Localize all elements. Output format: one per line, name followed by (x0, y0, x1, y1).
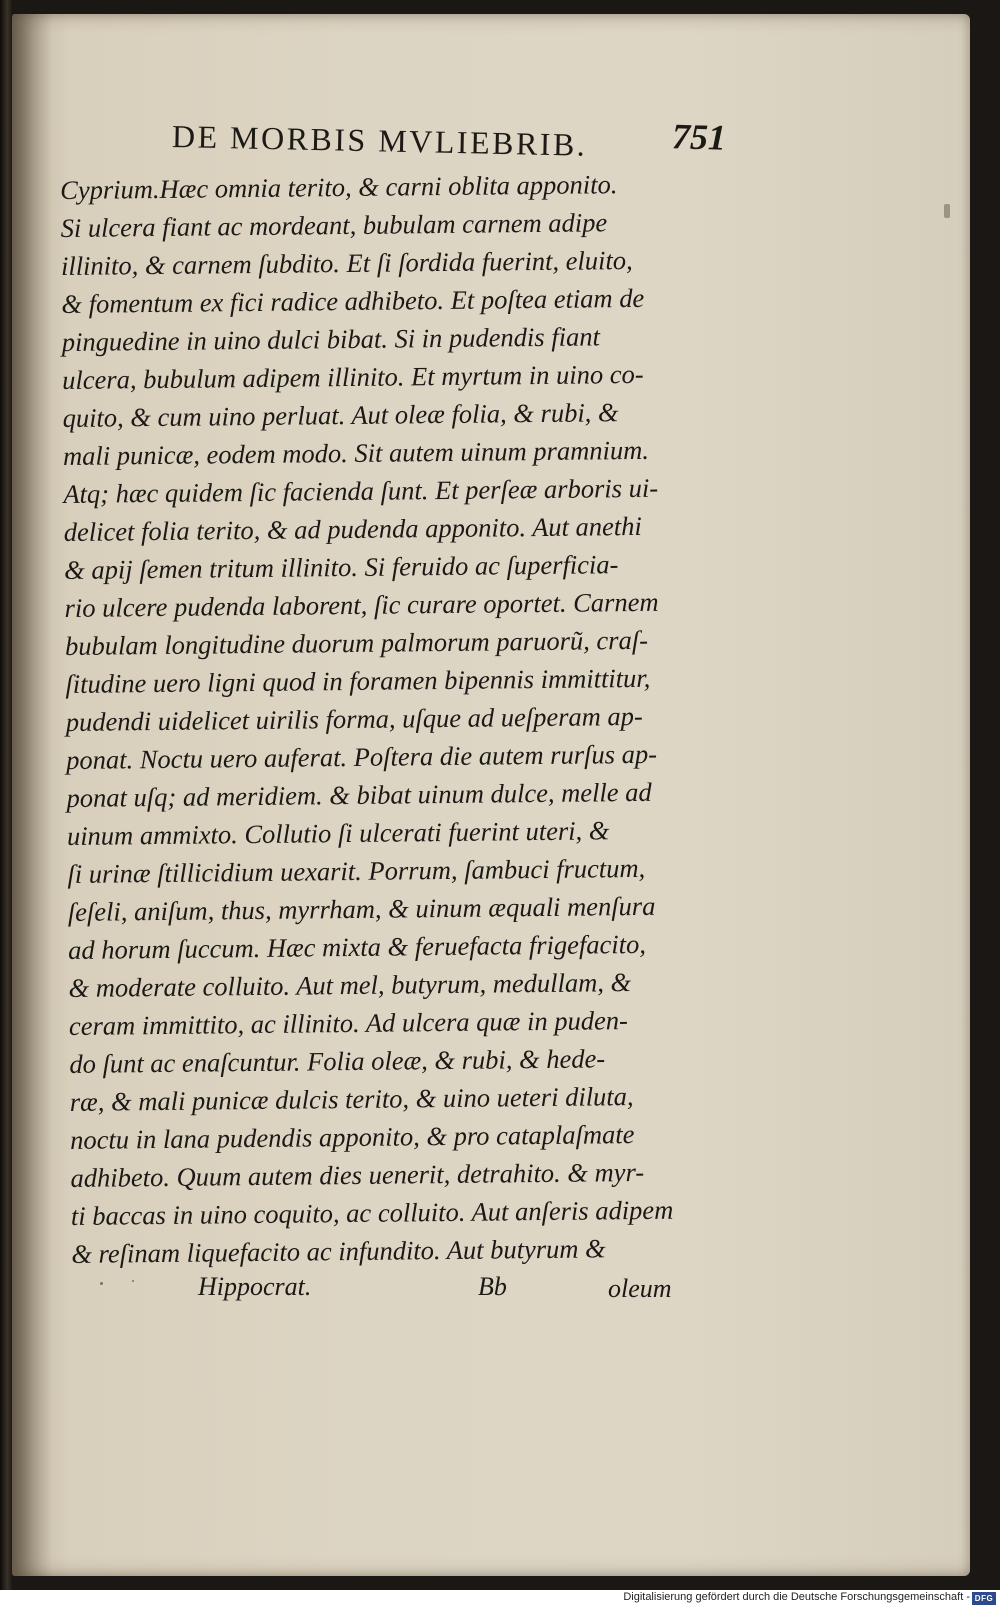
text-line: ponat uſq; ad meridiem. & bibat uinum dulce, melle ad (66, 776, 652, 813)
text-line: ponat. Noctu uero auferat. Poſtera die autem rurſus ap- (66, 738, 658, 775)
book-edge (0, 0, 12, 1590)
gutter-shadow (12, 14, 52, 1576)
text-line: ſeſeli, aniſum, thus, myrrham, & uinum æquali menſura (67, 890, 656, 927)
text-line: illinito, & carnem ſubdito. Et ſi ſordida fuerint, eluito, (60, 245, 633, 281)
running-title: DE MORBIS MVLIEBRIB. (171, 118, 588, 163)
text-line: & apij ſemen tritum illinito. Si feruido ac ſuperficia- (64, 549, 619, 585)
text-line: uinum ammixto. Collutio ſi ulcerati fuerint uteri, & (66, 815, 610, 851)
signature-title: Hippocrat. (198, 1272, 312, 1301)
page-header (171, 112, 752, 163)
text-line: rio ulcere pudenda laborent, ſic curare oportet. Carnem (64, 586, 659, 623)
text-line: ulcera, bubulum adipem illinito. Et myrtum in uino co- (62, 358, 644, 395)
text-block (60, 163, 762, 1280)
text-line: Si ulcera fiant ac mordeant, bubulam carnem adipe (60, 207, 608, 243)
text-line: Atq; hæc quidem ſic facienda ſunt. Et perſeæ arboris ui- (63, 472, 659, 509)
credit-text: Digitalisierung gefördert durch die Deutsche Forschungsgemeinschaft - (623, 1591, 970, 1603)
text-line: ceram immittito, ac illinito. Ad ulcera quæ in puden- (68, 1005, 628, 1041)
text-line: ræ, & mali punicæ dulcis terito, & uino ueteri diluta, (69, 1081, 634, 1117)
text-line: & moderate colluito. Aut mel, butyrum, medullam, & (68, 967, 632, 1003)
signature-mark: Bb (478, 1272, 507, 1301)
ink-speck (132, 1280, 134, 1282)
catchword: oleum (608, 1274, 672, 1303)
text-line: pudendi uidelicet uirilis forma, uſque ad ueſperam ap- (65, 700, 643, 737)
text-line: ad horum ſuccum. Hæc mixta & feruefacta frigefacito, (68, 928, 647, 965)
ink-speck (100, 1282, 103, 1285)
text-line: ſitudine uero ligni quod in foramen bipennis immittitur, (65, 662, 651, 699)
dfg-logo: DFG (972, 1592, 996, 1605)
text-line: pinguedine in uino dulci bibat. Si in pudendis fiant (61, 321, 600, 357)
text-line: noctu in lana pudendis apponito, & pro cataplaſmate (70, 1119, 635, 1155)
text-line: quito, & cum uino perluat. Aut oleæ folia, & rubi, & (62, 397, 619, 433)
text-line: ti baccas in uino coquito, ac colluito. Aut anſeris adipem (70, 1194, 674, 1231)
text-line: mali punicæ, eodem modo. Sit autem uinum pramnium. (62, 434, 650, 471)
page-number: 751 (671, 116, 727, 158)
credit-bar (0, 1590, 1000, 1607)
text-line: & fomentum ex fici radice adhibeto. Et poſtea etiam de (61, 282, 645, 319)
text-line: do ſunt ac enaſcuntur. Folia oleæ, & rubi, & hede- (69, 1043, 606, 1079)
book-page (12, 14, 970, 1576)
text-line: Cyprium.Hæc omnia terito, & carni oblita apponito. (60, 169, 618, 205)
text-line: delicet folia terito, & ad pudenda apponito. Aut anethi (63, 510, 642, 547)
text-line: ſi urinæ ſtillicidium uexarit. Porrum, ſambuci fructum, (67, 852, 646, 889)
text-line: bubulam longitudine duorum palmorum paruorũ, craſ- (64, 624, 649, 661)
page-footer (60, 1272, 700, 1316)
paper-stain (944, 204, 950, 218)
text-line: adhibeto. Quum autem dies uenerit, detrahito. & myr- (70, 1156, 645, 1193)
text-line: & reſinam liquefacito ac infundito. Aut butyrum & (71, 1233, 606, 1269)
